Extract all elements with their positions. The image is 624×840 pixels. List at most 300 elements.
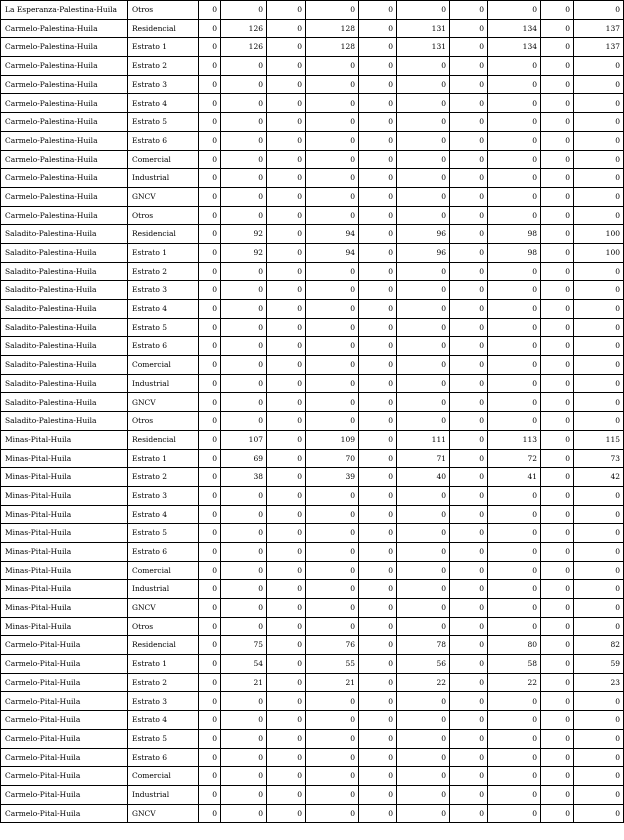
value-col-3-cell: 0 [267, 599, 306, 618]
location-cell: Carmelo-Pital-Huila [1, 767, 128, 786]
table-row [1, 505, 624, 524]
value-col-5-cell: 0 [359, 225, 397, 244]
value-col-8-cell: 0 [488, 94, 541, 113]
value-col-7-cell: 0 [450, 430, 488, 449]
value-col-5-cell: 0 [359, 393, 397, 412]
value-col-4-cell: 0 [306, 169, 359, 188]
value-col-6-cell: 111 [397, 430, 450, 449]
value-col-8-cell: 0 [488, 486, 541, 505]
value-col-6-cell: 0 [397, 785, 450, 804]
value-col-5-cell: 0 [359, 729, 397, 748]
value-col-4-cell: 0 [306, 486, 359, 505]
value-col-7-cell: 0 [450, 673, 488, 692]
value-col-8-cell: 0 [488, 131, 541, 150]
value-col-5-cell: 0 [359, 113, 397, 132]
value-col-6-cell: 0 [397, 169, 450, 188]
value-col-9-cell: 0 [541, 673, 574, 692]
value-col-10-cell: 59 [574, 655, 624, 674]
value-col-7-cell: 0 [450, 318, 488, 337]
value-col-3-cell: 0 [267, 393, 306, 412]
value-col-7-cell: 0 [450, 580, 488, 599]
value-col-9-cell: 0 [541, 430, 574, 449]
value-col-3-cell: 0 [267, 767, 306, 786]
value-col-4-cell: 70 [306, 449, 359, 468]
value-col-5-cell: 0 [359, 748, 397, 767]
value-col-5-cell: 0 [359, 131, 397, 150]
value-col-5-cell: 0 [359, 711, 397, 730]
value-col-8-cell: 0 [488, 505, 541, 524]
value-col-5-cell: 0 [359, 561, 397, 580]
value-col-10-cell: 0 [574, 1, 624, 20]
table-row [1, 169, 624, 188]
value-col-3-cell: 0 [267, 281, 306, 300]
value-col-10-cell: 0 [574, 281, 624, 300]
value-col-2-cell: 0 [221, 131, 267, 150]
value-col-3-cell: 0 [267, 804, 306, 823]
value-col-1-cell: 0 [199, 486, 221, 505]
location-cell: Saladito-Palestina-Huila [1, 262, 128, 281]
location-cell: Minas-Pital-Huila [1, 617, 128, 636]
value-col-4-cell: 0 [306, 94, 359, 113]
value-col-2-cell: 0 [221, 75, 267, 94]
value-col-7-cell: 0 [450, 505, 488, 524]
value-col-10-cell: 0 [574, 711, 624, 730]
table-row [1, 636, 624, 655]
value-col-8-cell: 58 [488, 655, 541, 674]
value-col-9-cell: 0 [541, 804, 574, 823]
value-col-8-cell: 0 [488, 150, 541, 169]
value-col-3-cell: 0 [267, 262, 306, 281]
value-col-9-cell: 0 [541, 524, 574, 543]
value-col-7-cell: 0 [450, 150, 488, 169]
value-col-7-cell: 0 [450, 486, 488, 505]
value-col-2-cell: 0 [221, 412, 267, 431]
value-col-2-cell: 0 [221, 318, 267, 337]
location-cell: Carmelo-Pital-Huila [1, 748, 128, 767]
value-col-2-cell: 107 [221, 430, 267, 449]
value-col-1-cell: 0 [199, 449, 221, 468]
category-cell: GNCV [128, 393, 199, 412]
value-col-9-cell: 0 [541, 785, 574, 804]
value-col-2-cell: 0 [221, 94, 267, 113]
value-col-4-cell: 0 [306, 692, 359, 711]
value-col-8-cell: 0 [488, 281, 541, 300]
value-col-5-cell: 0 [359, 636, 397, 655]
location-cell: Carmelo-Palestina-Huila [1, 38, 128, 57]
value-col-10-cell: 73 [574, 449, 624, 468]
value-col-1-cell: 0 [199, 262, 221, 281]
value-col-8-cell: 0 [488, 785, 541, 804]
category-cell: Estrato 4 [128, 711, 199, 730]
location-cell: Minas-Pital-Huila [1, 430, 128, 449]
value-col-10-cell: 0 [574, 57, 624, 76]
value-col-4-cell: 0 [306, 505, 359, 524]
value-col-6-cell: 0 [397, 412, 450, 431]
value-col-8-cell: 0 [488, 57, 541, 76]
value-col-9-cell: 0 [541, 243, 574, 262]
location-cell: Saladito-Palestina-Huila [1, 243, 128, 262]
value-col-5-cell: 0 [359, 412, 397, 431]
category-cell: Estrato 6 [128, 337, 199, 356]
value-col-9-cell: 0 [541, 767, 574, 786]
value-col-5-cell: 0 [359, 486, 397, 505]
value-col-4-cell: 0 [306, 748, 359, 767]
value-col-8-cell: 0 [488, 412, 541, 431]
value-col-1-cell: 0 [199, 711, 221, 730]
value-col-9-cell: 0 [541, 187, 574, 206]
value-col-2-cell: 54 [221, 655, 267, 674]
value-col-4-cell: 0 [306, 561, 359, 580]
value-col-5-cell: 0 [359, 374, 397, 393]
value-col-7-cell: 0 [450, 281, 488, 300]
value-col-5-cell: 0 [359, 262, 397, 281]
value-col-1-cell: 0 [199, 673, 221, 692]
table-row [1, 729, 624, 748]
value-col-3-cell: 0 [267, 505, 306, 524]
value-col-7-cell: 0 [450, 785, 488, 804]
category-cell: Estrato 2 [128, 468, 199, 487]
table-row [1, 243, 624, 262]
value-col-9-cell: 0 [541, 206, 574, 225]
value-col-3-cell: 0 [267, 580, 306, 599]
value-col-6-cell: 0 [397, 692, 450, 711]
value-col-5-cell: 0 [359, 243, 397, 262]
value-col-10-cell: 0 [574, 804, 624, 823]
value-col-8-cell: 0 [488, 729, 541, 748]
category-cell: Estrato 3 [128, 75, 199, 94]
table-row [1, 524, 624, 543]
value-col-5-cell: 0 [359, 673, 397, 692]
table-row [1, 374, 624, 393]
value-col-3-cell: 0 [267, 468, 306, 487]
value-col-2-cell: 0 [221, 281, 267, 300]
value-col-7-cell: 0 [450, 75, 488, 94]
value-col-6-cell: 0 [397, 262, 450, 281]
location-cell: Carmelo-Pital-Huila [1, 804, 128, 823]
value-col-1-cell: 0 [199, 356, 221, 375]
table-row [1, 580, 624, 599]
value-col-1-cell: 0 [199, 767, 221, 786]
location-cell: Carmelo-Palestina-Huila [1, 187, 128, 206]
table-row [1, 711, 624, 730]
value-col-2-cell: 0 [221, 1, 267, 20]
value-col-9-cell: 0 [541, 300, 574, 319]
value-col-7-cell: 0 [450, 692, 488, 711]
value-col-5-cell: 0 [359, 337, 397, 356]
value-col-1-cell: 0 [199, 542, 221, 561]
category-cell: Comercial [128, 767, 199, 786]
value-col-3-cell: 0 [267, 300, 306, 319]
location-cell: La Esperanza-Palestina-Huila [1, 1, 128, 20]
value-col-7-cell: 0 [450, 356, 488, 375]
value-col-3-cell: 0 [267, 617, 306, 636]
location-cell: Carmelo-Palestina-Huila [1, 150, 128, 169]
value-col-2-cell: 0 [221, 617, 267, 636]
value-col-10-cell: 0 [574, 505, 624, 524]
table-row [1, 206, 624, 225]
category-cell: Estrato 5 [128, 729, 199, 748]
value-col-9-cell: 0 [541, 580, 574, 599]
value-col-8-cell: 113 [488, 430, 541, 449]
table-row [1, 225, 624, 244]
value-col-8-cell: 98 [488, 243, 541, 262]
value-col-1-cell: 0 [199, 748, 221, 767]
value-col-3-cell: 0 [267, 225, 306, 244]
value-col-9-cell: 0 [541, 617, 574, 636]
value-col-6-cell: 78 [397, 636, 450, 655]
value-col-8-cell: 0 [488, 561, 541, 580]
table-row [1, 1, 624, 20]
value-col-1-cell: 0 [199, 131, 221, 150]
value-col-2-cell: 0 [221, 150, 267, 169]
value-col-2-cell: 0 [221, 393, 267, 412]
value-col-4-cell: 0 [306, 729, 359, 748]
table-row [1, 785, 624, 804]
value-col-10-cell: 0 [574, 337, 624, 356]
category-cell: GNCV [128, 187, 199, 206]
value-col-6-cell: 40 [397, 468, 450, 487]
value-col-1-cell: 0 [199, 187, 221, 206]
value-col-1-cell: 0 [199, 785, 221, 804]
value-col-7-cell: 0 [450, 636, 488, 655]
value-col-5-cell: 0 [359, 150, 397, 169]
location-cell: Minas-Pital-Huila [1, 580, 128, 599]
value-col-6-cell: 0 [397, 524, 450, 543]
value-col-4-cell: 0 [306, 187, 359, 206]
value-col-4-cell: 0 [306, 281, 359, 300]
category-cell: Otros [128, 412, 199, 431]
location-cell: Minas-Pital-Huila [1, 542, 128, 561]
value-col-3-cell: 0 [267, 785, 306, 804]
value-col-8-cell: 0 [488, 393, 541, 412]
value-col-8-cell: 0 [488, 356, 541, 375]
value-col-4-cell: 109 [306, 430, 359, 449]
category-cell: Estrato 4 [128, 505, 199, 524]
value-col-5-cell: 0 [359, 206, 397, 225]
value-col-4-cell: 0 [306, 131, 359, 150]
value-col-4-cell: 0 [306, 337, 359, 356]
value-col-6-cell: 0 [397, 561, 450, 580]
value-col-10-cell: 100 [574, 225, 624, 244]
location-cell: Carmelo-Pital-Huila [1, 636, 128, 655]
value-col-8-cell: 0 [488, 1, 541, 20]
value-col-8-cell: 22 [488, 673, 541, 692]
value-col-9-cell: 0 [541, 281, 574, 300]
value-col-3-cell: 0 [267, 38, 306, 57]
value-col-6-cell: 71 [397, 449, 450, 468]
table-row [1, 692, 624, 711]
value-col-6-cell: 0 [397, 57, 450, 76]
value-col-5-cell: 0 [359, 57, 397, 76]
category-cell: Otros [128, 1, 199, 20]
value-col-8-cell: 0 [488, 542, 541, 561]
value-col-6-cell: 0 [397, 75, 450, 94]
value-col-6-cell: 0 [397, 356, 450, 375]
value-col-10-cell: 0 [574, 729, 624, 748]
value-col-7-cell: 0 [450, 524, 488, 543]
table-row [1, 393, 624, 412]
value-col-5-cell: 0 [359, 542, 397, 561]
value-col-6-cell: 0 [397, 337, 450, 356]
value-col-4-cell: 128 [306, 38, 359, 57]
value-col-4-cell: 0 [306, 804, 359, 823]
value-col-6-cell: 0 [397, 580, 450, 599]
value-col-4-cell: 0 [306, 1, 359, 20]
value-col-7-cell: 0 [450, 374, 488, 393]
value-col-7-cell: 0 [450, 38, 488, 57]
value-col-6-cell: 0 [397, 486, 450, 505]
category-cell: Estrato 5 [128, 524, 199, 543]
table-row [1, 131, 624, 150]
value-col-2-cell: 0 [221, 542, 267, 561]
location-cell: Carmelo-Palestina-Huila [1, 57, 128, 76]
value-col-7-cell: 0 [450, 262, 488, 281]
value-col-3-cell: 0 [267, 412, 306, 431]
table-row [1, 673, 624, 692]
value-col-1-cell: 0 [199, 430, 221, 449]
value-col-3-cell: 0 [267, 169, 306, 188]
value-col-9-cell: 0 [541, 542, 574, 561]
category-cell: Industrial [128, 169, 199, 188]
value-col-9-cell: 0 [541, 393, 574, 412]
category-cell: Estrato 4 [128, 300, 199, 319]
value-col-10-cell: 137 [574, 38, 624, 57]
value-col-2-cell: 0 [221, 505, 267, 524]
category-cell: Comercial [128, 561, 199, 580]
value-col-4-cell: 55 [306, 655, 359, 674]
value-col-10-cell: 0 [574, 206, 624, 225]
value-col-8-cell: 0 [488, 580, 541, 599]
location-cell: Carmelo-Pital-Huila [1, 729, 128, 748]
value-col-9-cell: 0 [541, 356, 574, 375]
value-col-4-cell: 0 [306, 711, 359, 730]
value-col-7-cell: 0 [450, 19, 488, 38]
value-col-2-cell: 0 [221, 767, 267, 786]
value-col-3-cell: 0 [267, 561, 306, 580]
value-col-10-cell: 0 [574, 412, 624, 431]
value-col-7-cell: 0 [450, 225, 488, 244]
value-col-3-cell: 0 [267, 729, 306, 748]
value-col-1-cell: 0 [199, 19, 221, 38]
table-row [1, 617, 624, 636]
category-cell: Estrato 4 [128, 94, 199, 113]
value-col-3-cell: 0 [267, 75, 306, 94]
value-col-10-cell: 0 [574, 692, 624, 711]
value-col-4-cell: 0 [306, 75, 359, 94]
location-cell: Carmelo-Palestina-Huila [1, 113, 128, 132]
category-cell: Estrato 6 [128, 131, 199, 150]
value-col-9-cell: 0 [541, 113, 574, 132]
value-col-2-cell: 0 [221, 748, 267, 767]
value-col-5-cell: 0 [359, 430, 397, 449]
location-cell: Minas-Pital-Huila [1, 599, 128, 618]
location-cell: Minas-Pital-Huila [1, 486, 128, 505]
value-col-1-cell: 0 [199, 57, 221, 76]
location-cell: Saladito-Palestina-Huila [1, 356, 128, 375]
value-col-1-cell: 0 [199, 318, 221, 337]
value-col-9-cell: 0 [541, 150, 574, 169]
value-col-7-cell: 0 [450, 113, 488, 132]
value-col-7-cell: 0 [450, 187, 488, 206]
value-col-7-cell: 0 [450, 561, 488, 580]
value-col-6-cell: 0 [397, 729, 450, 748]
value-col-7-cell: 0 [450, 94, 488, 113]
value-col-2-cell: 0 [221, 486, 267, 505]
value-col-5-cell: 0 [359, 281, 397, 300]
value-col-8-cell: 0 [488, 617, 541, 636]
value-col-7-cell: 0 [450, 804, 488, 823]
value-col-7-cell: 0 [450, 1, 488, 20]
value-col-9-cell: 0 [541, 711, 574, 730]
value-col-7-cell: 0 [450, 468, 488, 487]
value-col-3-cell: 0 [267, 187, 306, 206]
value-col-7-cell: 0 [450, 711, 488, 730]
value-col-4-cell: 0 [306, 785, 359, 804]
table-row [1, 300, 624, 319]
value-col-2-cell: 0 [221, 187, 267, 206]
value-col-8-cell: 0 [488, 692, 541, 711]
value-col-9-cell: 0 [541, 38, 574, 57]
value-col-6-cell: 0 [397, 113, 450, 132]
value-col-7-cell: 0 [450, 729, 488, 748]
table-row [1, 38, 624, 57]
value-col-1-cell: 0 [199, 655, 221, 674]
table-row [1, 150, 624, 169]
value-col-2-cell: 38 [221, 468, 267, 487]
location-cell: Carmelo-Pital-Huila [1, 785, 128, 804]
value-col-10-cell: 0 [574, 94, 624, 113]
value-col-5-cell: 0 [359, 318, 397, 337]
value-col-10-cell: 0 [574, 542, 624, 561]
value-col-8-cell: 80 [488, 636, 541, 655]
value-col-5-cell: 0 [359, 169, 397, 188]
location-cell: Minas-Pital-Huila [1, 449, 128, 468]
value-col-1-cell: 0 [199, 412, 221, 431]
value-col-5-cell: 0 [359, 449, 397, 468]
value-col-9-cell: 0 [541, 75, 574, 94]
value-col-8-cell: 0 [488, 75, 541, 94]
value-col-1-cell: 0 [199, 617, 221, 636]
value-col-4-cell: 0 [306, 206, 359, 225]
value-col-4-cell: 0 [306, 580, 359, 599]
location-cell: Minas-Pital-Huila [1, 524, 128, 543]
value-col-10-cell: 0 [574, 748, 624, 767]
value-col-2-cell: 0 [221, 206, 267, 225]
value-col-6-cell: 0 [397, 206, 450, 225]
location-cell: Carmelo-Palestina-Huila [1, 131, 128, 150]
value-col-5-cell: 0 [359, 617, 397, 636]
value-col-4-cell: 0 [306, 524, 359, 543]
location-cell: Saladito-Palestina-Huila [1, 412, 128, 431]
table-row [1, 561, 624, 580]
value-col-3-cell: 0 [267, 94, 306, 113]
value-col-6-cell: 131 [397, 38, 450, 57]
value-col-6-cell: 96 [397, 243, 450, 262]
table-row [1, 356, 624, 375]
value-col-9-cell: 0 [541, 636, 574, 655]
value-col-2-cell: 0 [221, 356, 267, 375]
location-cell: Carmelo-Palestina-Huila [1, 169, 128, 188]
category-cell: Estrato 5 [128, 318, 199, 337]
value-col-7-cell: 0 [450, 449, 488, 468]
value-col-5-cell: 0 [359, 19, 397, 38]
value-col-10-cell: 0 [574, 262, 624, 281]
value-col-7-cell: 0 [450, 393, 488, 412]
value-col-10-cell: 0 [574, 374, 624, 393]
value-col-6-cell: 0 [397, 318, 450, 337]
category-cell: Estrato 2 [128, 673, 199, 692]
value-col-7-cell: 0 [450, 655, 488, 674]
